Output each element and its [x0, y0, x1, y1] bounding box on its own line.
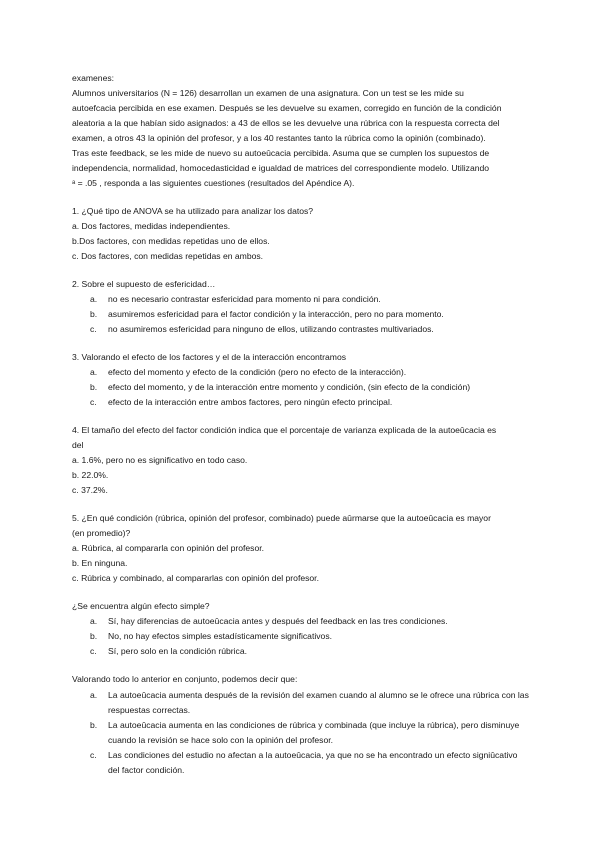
option-text: La autoeûcacia aumenta después de la revisión del examen cuando al alumno se le ofrece una rúbrica con las respuestas correctas. — [108, 690, 529, 715]
question-7-option-b — [90, 718, 530, 748]
question-5-option-c: c. Rúbrica y combinado, al compararlas con opinión del profesor. — [72, 573, 319, 583]
option-marker: c. — [90, 750, 97, 760]
option-text: efecto del momento y efecto de la condición (pero no efecto de la interacción). — [108, 367, 407, 377]
option-text: La autoeûcacia aumenta en las condiciones de rúbrica y combinada (que incluye la rúbrica), pero disminuye cuando la revisión se hace solo con la opinión del profesor. — [108, 720, 520, 745]
option-text: Sí, hay diferencias de autoeûcacia antes y después del feedback en las tres condiciones. — [108, 616, 448, 626]
question-7-option-c — [90, 748, 530, 778]
question-7-option-a — [90, 688, 530, 718]
option-marker: a. — [90, 294, 98, 304]
intro-line: ᵃ = .05 , responda a las siguientes cuestiones (resultados del Apéndice A). — [72, 178, 355, 188]
question-2-option-b — [90, 308, 444, 320]
question-1-option-a: a. Dos factores, medidas independientes. — [72, 221, 231, 231]
question-1-option-b: b.Dos factores, con medidas repetidas uno de ellos. — [72, 236, 270, 246]
question-7-text: Valorando todo lo anterior en conjunto, podemos decir que: — [72, 674, 298, 684]
question-4-option-a: a. 1.6%, pero no es significativo en todo caso. — [72, 455, 248, 465]
option-text: no es necesario contrastar esfericidad para momento ni para condición. — [108, 294, 381, 304]
option-text: no asumiremos esfericidad para ninguno de ellos, utilizando contrastes multivariados. — [108, 324, 434, 334]
intro-line: Tras este feedback, se les mide de nuevo su autoeûcacia percibida. Asuma que se cumplen los supuestos de — [72, 148, 490, 158]
option-marker: b. — [90, 720, 98, 730]
intro-line: examen, a otros 43 la opinión del profesor, y a los 40 restantes tanto la rúbrica como la opinión (combinado). — [72, 133, 486, 143]
question-1-option-c: c. Dos factores, con medidas repetidas en ambos. — [72, 251, 264, 261]
option-marker: c. — [90, 646, 97, 656]
option-text: efecto del momento, y de la interacción entre momento y condición, (sin efecto de la condición) — [108, 382, 471, 392]
option-text: Sí, pero solo en la condición rúbrica. — [108, 646, 248, 656]
question-6-option-c — [90, 645, 247, 657]
option-marker: c. — [90, 397, 97, 407]
question-4-option-b: b. 22.0%. — [72, 470, 109, 480]
option-marker: b. — [90, 382, 98, 392]
option-text: No, no hay efectos simples estadísticamente significativos. — [108, 631, 333, 641]
question-4-text-continued: del — [72, 440, 84, 450]
question-5-text-continued: (en promedio)? — [72, 528, 131, 538]
question-4-text: 4. El tamaño del efecto del factor condición indica que el porcentaje de varianza explicada de la autoeûcacia es — [72, 425, 497, 435]
option-text: asumiremos esfericidad para el factor condición y la interacción, pero no para momento. — [108, 309, 444, 319]
question-2-option-a — [90, 293, 381, 305]
question-6-text: ¿Se encuentra algún efecto simple? — [72, 601, 210, 611]
question-5-option-a: a. Rúbrica, al compararla con opinión del profesor. — [72, 543, 265, 553]
option-marker: a. — [90, 690, 98, 700]
question-3-option-c — [90, 396, 392, 408]
intro-line: Alumnos universitarios (N = 126) desarrollan un examen de una asignatura. Con un test se les mide su — [72, 88, 464, 98]
option-marker: a. — [90, 367, 98, 377]
intro-line: aleatoria a la que habían sido asignados: a 43 de ellos se les devuelve una rúbrica con la respuesta correcta del — [72, 118, 500, 128]
question-5-option-b: b. En ninguna. — [72, 558, 128, 568]
question-6-option-b — [90, 630, 332, 642]
intro-line: autoefcacia percibida en ese examen. Después se les devuelve su examen, corregido en función de la condición — [72, 103, 502, 113]
question-5-text: 5. ¿En qué condición (rúbrica, opinión del profesor, combinado) puede aûrmarse que la autoeûcacia es mayor — [72, 513, 491, 523]
question-2-option-c — [90, 323, 434, 335]
option-marker: a. — [90, 616, 98, 626]
option-marker: b. — [90, 631, 98, 641]
question-3-text: 3. Valorando el efecto de los factores y el de la interacción encontramos — [72, 352, 347, 362]
question-3-option-b — [90, 381, 470, 393]
option-marker: b. — [90, 309, 98, 319]
question-6-option-a — [90, 615, 448, 627]
intro-line: independencia, normalidad, homocedasticidad e igualdad de matrices del correspondiente modelo. Utilizando — [72, 163, 490, 173]
option-text: Las condiciones del estudio no afectan a la autoeûcacia, ya que no se ha encontrado un efecto signiûcativo del factor condición. — [108, 750, 518, 775]
option-text: efecto de la interacción entre ambos factores, pero ningún efecto principal. — [108, 397, 393, 407]
question-3-option-a — [90, 366, 406, 378]
question-2-text: 2. Sobre el supuesto de esfericidad… — [72, 279, 216, 289]
question-1-text: 1. ¿Qué tipo de ANOVA se ha utilizado para analizar los datos? — [72, 206, 314, 216]
question-4-option-c: c. 37.2%. — [72, 485, 108, 495]
option-marker: c. — [90, 324, 97, 334]
intro-line: examenes: — [72, 73, 115, 83]
